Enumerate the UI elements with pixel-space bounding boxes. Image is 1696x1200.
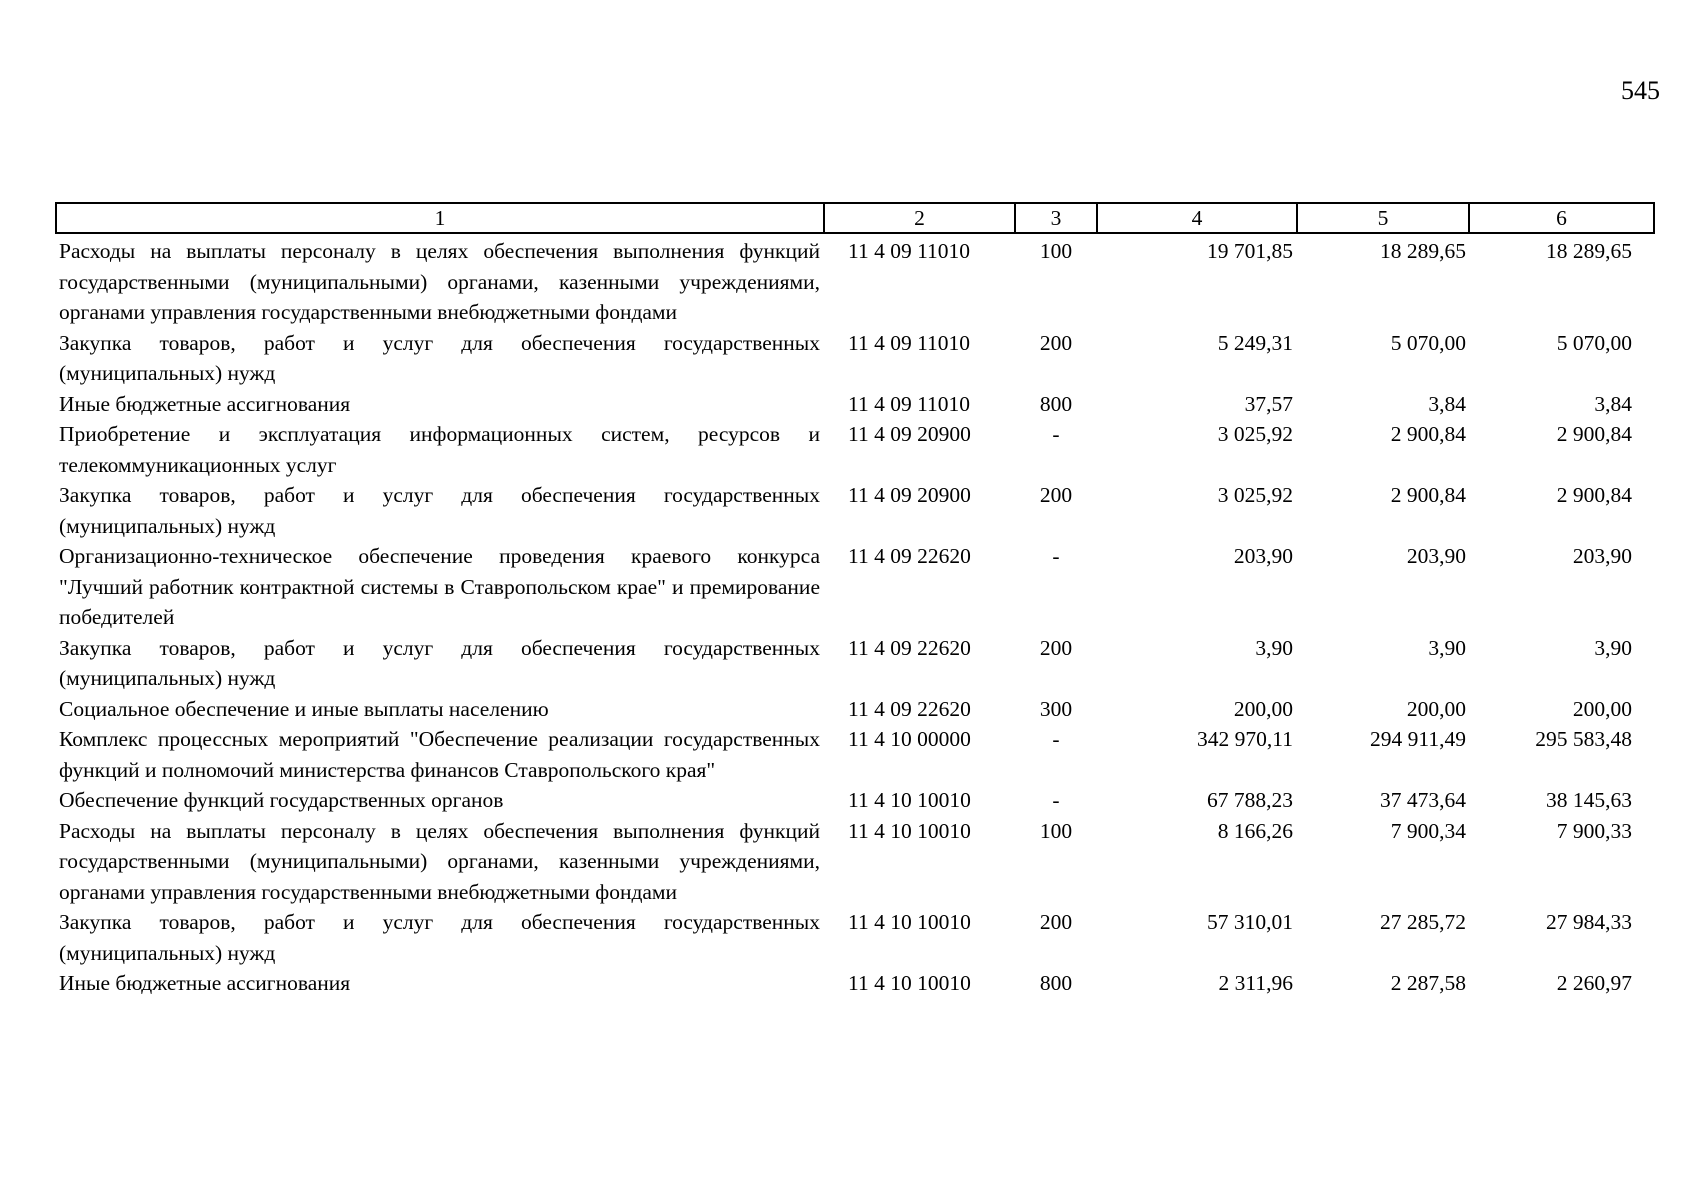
row-value-3: 200,00: [1572, 696, 1632, 721]
row-value-1: 3,90: [1255, 635, 1293, 660]
row-kind: 300: [1039, 696, 1073, 721]
page-number: 545: [1621, 76, 1660, 105]
row-name: Закупка товаров, работ и услуг для обеспечения государственных (муниципальных) нужд: [59, 635, 820, 690]
row-value-3: 27 984,33: [1546, 910, 1632, 934]
header-col-3: 3: [1015, 203, 1097, 233]
row-code: 11 4 10 10010: [848, 910, 971, 934]
header-col-1: 1: [56, 203, 824, 233]
row-name: Социальное обеспечение и иные выплаты населению: [59, 696, 549, 721]
row-code: 11 4 10 10010: [848, 818, 971, 843]
row-value-1: 203,90: [1233, 544, 1293, 568]
header-col-2: 2: [824, 203, 1015, 233]
row-name: Закупка товаров, работ и услуг для обеспечения государственных (муниципальных) нужд: [59, 483, 820, 538]
row-value-1: 19 701,85: [1207, 239, 1293, 263]
header-col-6: 6: [1469, 203, 1654, 233]
header-col-4: 4: [1097, 203, 1297, 233]
row-code: 11 4 10 00000: [848, 727, 971, 751]
row-code: 11 4 09 20900: [848, 483, 971, 507]
row-name: Закупка товаров, работ и услуг для обеспечения государственных (муниципальных) нужд: [59, 910, 820, 965]
row-value-2: 294 911,49: [1370, 727, 1466, 751]
row-value-2: 2 900,84: [1390, 483, 1466, 507]
table-row: [56, 389, 1654, 420]
row-kind: -: [1052, 788, 1060, 812]
row-value-1: 200,00: [1233, 696, 1293, 721]
row-value-3: 203,90: [1572, 544, 1632, 568]
row-value-3: 5 070,00: [1556, 330, 1632, 355]
row-value-2: 3,84: [1428, 391, 1466, 416]
row-code: 11 4 09 11010: [848, 391, 971, 416]
row-name: Организационно-техническое обеспечение проведения краевого конкурса "Лучший работник контрактной системы в Ставропольском крае" и премирование победителей: [59, 544, 820, 629]
row-value-3: 38 145,63: [1546, 788, 1632, 812]
row-name: Обеспечение функций государственных органов: [59, 788, 504, 812]
row-kind: -: [1052, 727, 1060, 751]
row-code: 11 4 09 20900: [848, 422, 971, 446]
row-value-2: 18 289,65: [1380, 239, 1466, 263]
row-code: 11 4 09 11010: [848, 330, 971, 355]
row-value-2: 7 900,34: [1390, 818, 1466, 843]
row-kind: 200: [1039, 910, 1073, 934]
row-value-2: 2 287,58: [1390, 971, 1466, 995]
row-code: 11 4 09 11010: [848, 239, 971, 263]
row-name: Расходы на выплаты персоналу в целях обеспечения выполнения функций государственными (муниципальными) органами, казенными учреждениями, органами управления государственными внебюджетными фондами: [59, 239, 820, 324]
row-code: 11 4 09 22620: [848, 696, 971, 721]
row-name: Комплекс процессных мероприятий "Обеспечение реализации государственных функций и полномочий министерства финансов Ставропольского края": [59, 727, 820, 782]
row-value-2: 2 900,84: [1390, 422, 1466, 446]
table-row: [56, 907, 1654, 968]
row-value-2: 37 473,64: [1380, 788, 1466, 812]
row-kind: 800: [1039, 971, 1073, 995]
row-kind: -: [1052, 544, 1060, 568]
row-name: Закупка товаров, работ и услуг для обеспечения государственных (муниципальных) нужд: [59, 330, 820, 385]
table-row: [56, 694, 1654, 725]
row-value-2: 200,00: [1406, 696, 1466, 721]
row-kind: 200: [1039, 330, 1073, 355]
row-value-3: 2 900,84: [1556, 483, 1632, 507]
row-code: 11 4 10 10010: [848, 971, 971, 995]
row-name: Приобретение и эксплуатация информационных систем, ресурсов и телекоммуникационных услуг: [59, 422, 820, 477]
table-row: [56, 480, 1654, 541]
row-kind: 800: [1039, 391, 1073, 416]
row-kind: 200: [1039, 635, 1073, 660]
row-value-2: 5 070,00: [1390, 330, 1466, 355]
table-row: [56, 328, 1654, 389]
row-value-1: 3 025,92: [1217, 422, 1293, 446]
table-body: [56, 233, 1654, 999]
row-value-2: 203,90: [1406, 544, 1466, 568]
budget-table: [55, 202, 1655, 999]
row-name: Расходы на выплаты персоналу в целях обеспечения выполнения функций государственными (муниципальными) органами, казенными учреждениями, органами управления государственными внебюджетными фондами: [59, 818, 820, 904]
table-row: [56, 633, 1654, 694]
row-value-3: 295 583,48: [1535, 727, 1632, 751]
table-row: [56, 816, 1654, 908]
row-value-1: 57 310,01: [1207, 910, 1293, 934]
row-value-1: 5 249,31: [1217, 330, 1293, 355]
row-kind: 100: [1039, 239, 1073, 263]
row-value-3: 3,84: [1594, 391, 1632, 416]
row-value-1: 3 025,92: [1217, 483, 1293, 507]
header-row: [56, 203, 1654, 233]
row-value-1: 2 311,96: [1218, 971, 1293, 995]
table-header: [56, 203, 1654, 233]
table-row: [56, 541, 1654, 633]
row-value-1: 342 970,11: [1197, 727, 1293, 751]
row-value-3: 2 900,84: [1556, 422, 1632, 446]
row-value-1: 8 166,26: [1217, 818, 1293, 843]
row-name: Иные бюджетные ассигнования: [59, 971, 351, 995]
row-kind: 100: [1039, 818, 1073, 843]
table-row: [56, 968, 1654, 999]
row-kind: 200: [1039, 483, 1073, 507]
row-code: 11 4 09 22620: [848, 544, 971, 568]
row-code: 11 4 10 10010: [848, 788, 971, 812]
row-value-3: 18 289,65: [1546, 239, 1632, 263]
row-value-2: 27 285,72: [1380, 910, 1466, 934]
row-value-1: 37,57: [1244, 391, 1293, 416]
row-value-3: 2 260,97: [1556, 971, 1632, 995]
table-row: [56, 724, 1654, 785]
row-name: Иные бюджетные ассигнования: [59, 391, 351, 416]
row-value-1: 67 788,23: [1207, 788, 1293, 812]
row-code: 11 4 09 22620: [848, 635, 971, 660]
row-value-2: 3,90: [1428, 635, 1466, 660]
table-row: [56, 233, 1654, 328]
table-row: [56, 419, 1654, 480]
row-value-3: 3,90: [1594, 635, 1632, 660]
header-col-5: 5: [1297, 203, 1469, 233]
row-value-3: 7 900,33: [1556, 818, 1632, 843]
row-kind: -: [1052, 422, 1060, 446]
table-row: [56, 785, 1654, 816]
